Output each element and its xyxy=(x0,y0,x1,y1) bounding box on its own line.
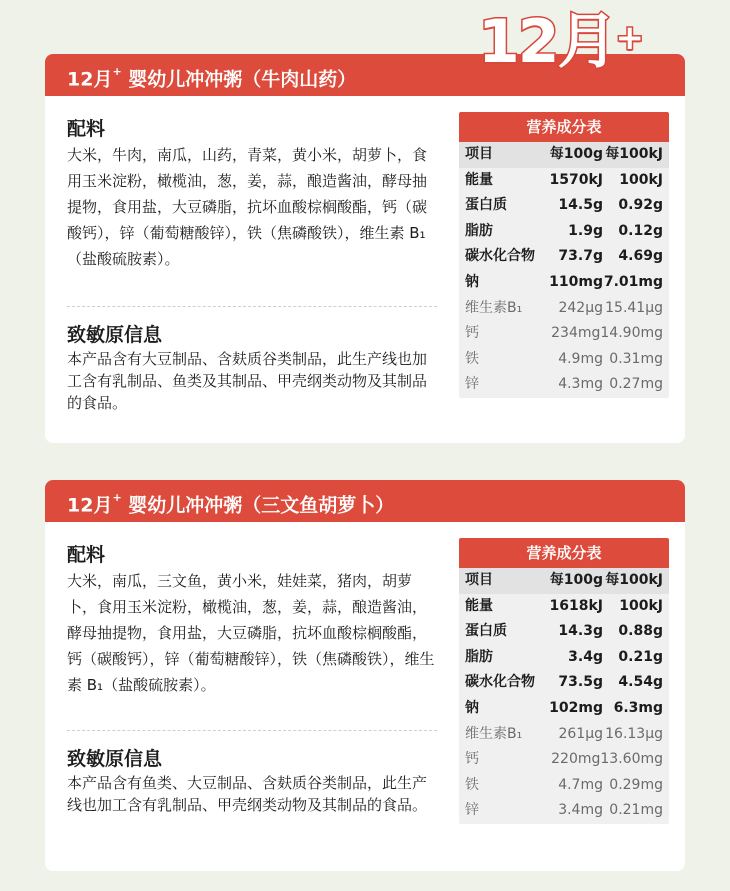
nutrient-name: 钙 xyxy=(465,751,479,768)
allergen-text: 本产品含有鱼类、大豆制品、含麸质谷类制品，此生产线也加工含有乳制品、甲壳纲类动物及其制品的食品。 xyxy=(67,774,428,814)
ingredients-section xyxy=(67,542,441,698)
nutrient-per-100kj: 0.12g xyxy=(618,222,663,239)
col-per-100kj: 每100kJ xyxy=(605,146,663,162)
nutrient-per-100g: 4.7mg xyxy=(558,776,603,793)
nutrient-name: 蛋白质 xyxy=(465,623,507,640)
nutrient-per-100kj: 0.27mg xyxy=(609,376,663,393)
nutrient-name: 能量 xyxy=(465,171,493,188)
product-card-beef-yam xyxy=(45,54,685,443)
nutrition-row xyxy=(459,296,669,322)
nutrient-per-100kj: 13.60mg xyxy=(600,751,663,768)
nutrient-per-100g: 14.3g xyxy=(558,623,603,640)
nutrition-title: 营养成分表 xyxy=(459,538,669,568)
age-badge-text: 12月 xyxy=(478,7,616,77)
nutrient-per-100g: 3.4mg xyxy=(558,802,603,819)
nutrient-per-100kj: 4.69g xyxy=(618,248,663,265)
nutrient-per-100g: 1618kJ xyxy=(549,597,603,614)
nutrient-name: 脂肪 xyxy=(465,648,493,665)
ingredients-title: 配料 xyxy=(67,118,106,140)
nutrient-per-100kj: 0.29mg xyxy=(609,776,663,793)
nutrition-title: 营养成分表 xyxy=(459,112,669,142)
nutrient-name: 维生素B₁ xyxy=(465,299,523,316)
nutrient-per-100g: 234mg xyxy=(551,325,601,342)
nutrient-per-100kj: 15.41μg xyxy=(605,299,663,316)
product-header xyxy=(45,480,685,522)
nutrient-per-100g: 261μg xyxy=(558,725,603,742)
nutrition-header-row xyxy=(459,142,669,168)
nutrient-per-100g: 110mg xyxy=(549,273,603,290)
col-item: 项目 xyxy=(465,146,493,162)
nutrient-per-100kj: 0.92g xyxy=(618,197,663,214)
header-age: 12月 xyxy=(67,68,113,91)
col-per-100kj: 每100kJ xyxy=(605,572,663,588)
age-badge-plus: + xyxy=(615,18,642,58)
allergen-text: 本产品含有大豆制品、含麸质谷类制品，此生产线也加工含有乳制品、鱼类及其制品、甲壳纲类动物及其制品的食品。 xyxy=(67,350,428,412)
nutrient-name: 锌 xyxy=(465,802,479,819)
nutrition-row xyxy=(459,696,669,722)
nutrient-per-100kj: 0.21g xyxy=(618,648,663,665)
allergen-section xyxy=(67,746,441,816)
nutrient-per-100kj: 4.54g xyxy=(618,674,663,691)
nutrition-row xyxy=(459,594,669,620)
nutrition-row xyxy=(459,619,669,645)
nutrition-header-row xyxy=(459,568,669,594)
header-title: 婴幼儿冲冲粥（三文鱼胡萝卜） xyxy=(128,494,395,517)
nutrient-name: 铁 xyxy=(465,776,479,793)
nutrient-name: 钠 xyxy=(465,273,479,290)
nutrient-per-100kj: 100kJ xyxy=(619,171,663,188)
col-per-100g: 每100g xyxy=(549,146,603,162)
header-age: 12月 xyxy=(67,494,113,517)
nutrition-row xyxy=(459,645,669,671)
nutrient-per-100g: 73.7g xyxy=(558,248,603,265)
nutrient-per-100kj: 100kJ xyxy=(619,597,663,614)
header-age-plus: + xyxy=(112,491,122,504)
nutrition-row xyxy=(459,270,669,296)
nutrition-row xyxy=(459,747,669,773)
nutrient-name: 碳水化合物 xyxy=(465,674,535,691)
ingredients-text: 大米，南瓜，三文鱼，黄小米，娃娃菜，猪肉，胡萝卜，食用玉米淀粉，橄榄油，葱，姜，蒜，酿造酱油，酵母抽提物，食用盐，大豆磷脂，抗坏血酸棕榈酸酯，钙（碳酸钙），锌（葡萄糖酸锌），铁（焦磷酸铁），维生素 B₁（盐酸硫胺素）。 xyxy=(67,572,435,694)
nutrition-row xyxy=(459,798,669,824)
nutrient-name: 蛋白质 xyxy=(465,197,507,214)
section-divider xyxy=(67,306,437,307)
nutrient-per-100kj: 0.21mg xyxy=(609,802,663,819)
nutrient-per-100g: 3.4g xyxy=(568,648,603,665)
nutrition-row xyxy=(459,244,669,270)
nutrient-name: 碳水化合物 xyxy=(465,248,535,265)
nutrient-name: 钙 xyxy=(465,325,479,342)
nutrition-row xyxy=(459,347,669,373)
nutrition-table xyxy=(459,112,669,398)
allergen-title: 致敏原信息 xyxy=(67,324,163,346)
nutrition-row xyxy=(459,372,669,398)
ingredients-title: 配料 xyxy=(67,544,106,566)
nutrition-row xyxy=(459,219,669,245)
nutrition-row xyxy=(459,321,669,347)
nutrient-per-100g: 14.5g xyxy=(558,197,603,214)
nutrient-name: 铁 xyxy=(465,350,479,367)
nutrient-name: 锌 xyxy=(465,376,479,393)
header-age-plus: + xyxy=(112,65,122,78)
nutrition-row xyxy=(459,773,669,799)
nutrient-per-100g: 102mg xyxy=(549,699,603,716)
ingredients-text: 大米，牛肉，南瓜，山药，青菜，黄小米，胡萝卜，食用玉米淀粉，橄榄油，葱，姜，蒜，酿造酱油，酵母抽提物，食用盐，大豆磷脂，抗坏血酸棕榈酸酯，钙（碳酸钙），锌（葡萄糖酸锌），铁（焦磷酸铁），维生素 B₁（盐酸硫胺素）。 xyxy=(67,146,428,268)
nutrition-row xyxy=(459,722,669,748)
nutrition-table xyxy=(459,538,669,824)
nutrient-per-100kj: 16.13μg xyxy=(605,725,663,742)
col-item: 项目 xyxy=(465,572,493,588)
nutrient-per-100g: 4.9mg xyxy=(558,350,603,367)
nutrient-per-100kj: 0.88g xyxy=(618,623,663,640)
nutrition-row xyxy=(459,670,669,696)
nutrition-row xyxy=(459,193,669,219)
nutrient-per-100kj: 6.3mg xyxy=(613,699,663,716)
allergen-section xyxy=(67,322,441,414)
nutrient-per-100g: 4.3mg xyxy=(558,376,603,393)
product-card-salmon-carrot xyxy=(45,480,685,871)
nutrient-per-100kj: 0.31mg xyxy=(609,350,663,367)
nutrient-name: 脂肪 xyxy=(465,222,493,239)
nutrient-per-100kj: 7.01mg xyxy=(603,273,663,290)
nutrient-name: 维生素B₁ xyxy=(465,725,523,742)
allergen-title: 致敏原信息 xyxy=(67,748,163,770)
ingredients-section xyxy=(67,116,441,272)
nutrient-per-100g: 220mg xyxy=(551,751,601,768)
section-divider xyxy=(67,730,437,731)
col-per-100g: 每100g xyxy=(549,572,603,588)
nutrient-per-100kj: 14.90mg xyxy=(600,325,663,342)
nutrient-per-100g: 1.9g xyxy=(568,222,603,239)
nutrient-name: 能量 xyxy=(465,597,493,614)
nutrient-per-100g: 73.5g xyxy=(558,674,603,691)
header-title: 婴幼儿冲冲粥（牛肉山药） xyxy=(128,68,357,91)
nutrition-row xyxy=(459,168,669,194)
nutrient-per-100g: 242μg xyxy=(558,299,603,316)
nutrient-name: 钠 xyxy=(465,699,479,716)
age-badge xyxy=(478,6,642,78)
nutrient-per-100g: 1570kJ xyxy=(549,171,603,188)
